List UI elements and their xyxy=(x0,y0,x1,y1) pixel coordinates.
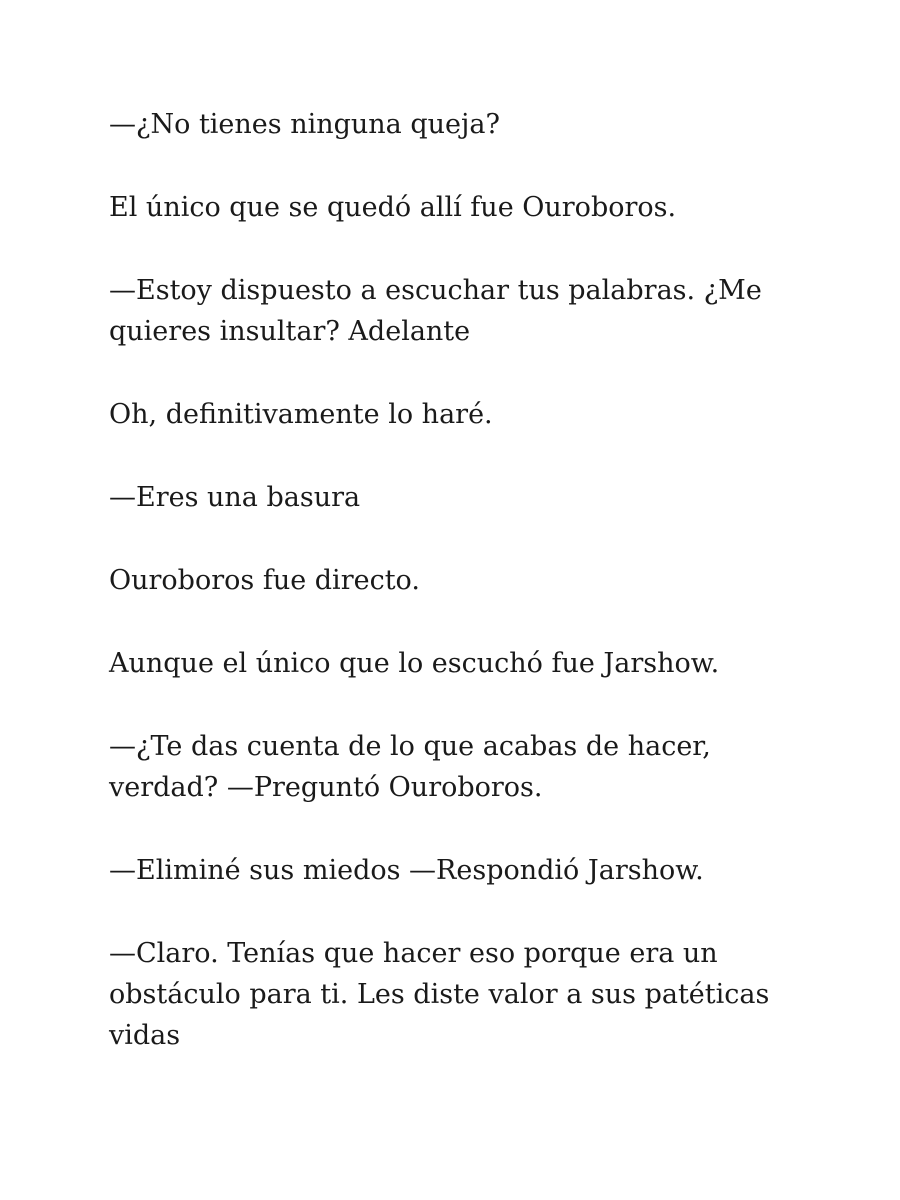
paragraph-6: Ouroboros fue directo. xyxy=(109,565,420,596)
paragraph-10: —Claro. Tenías que hacer eso porque era un obstáculo para ti. Les diste valor a sus patéticas vidas xyxy=(109,938,770,1051)
paragraph-1: —¿No tienes ninguna queja? xyxy=(109,109,500,140)
paragraph-3: —Estoy dispuesto a escuchar tus palabras. ¿Me quieres insultar? Adelante xyxy=(109,275,762,347)
paragraph-9: —Eliminé sus miedos —Respondió Jarshow. xyxy=(109,855,704,886)
paragraph-5: —Eres una basura xyxy=(109,482,361,513)
document-page xyxy=(109,104,789,1098)
paragraph-8: —¿Te das cuenta de lo que acabas de hacer, verdad? —Preguntó Ouroboros. xyxy=(109,731,711,803)
paragraph-7: Aunque el único que lo escuchó fue Jarshow. xyxy=(109,648,720,679)
paragraph-2: El único que se quedó allí fue Ouroboros. xyxy=(109,192,677,223)
paragraph-4: Oh, definitivamente lo haré. xyxy=(109,399,493,430)
